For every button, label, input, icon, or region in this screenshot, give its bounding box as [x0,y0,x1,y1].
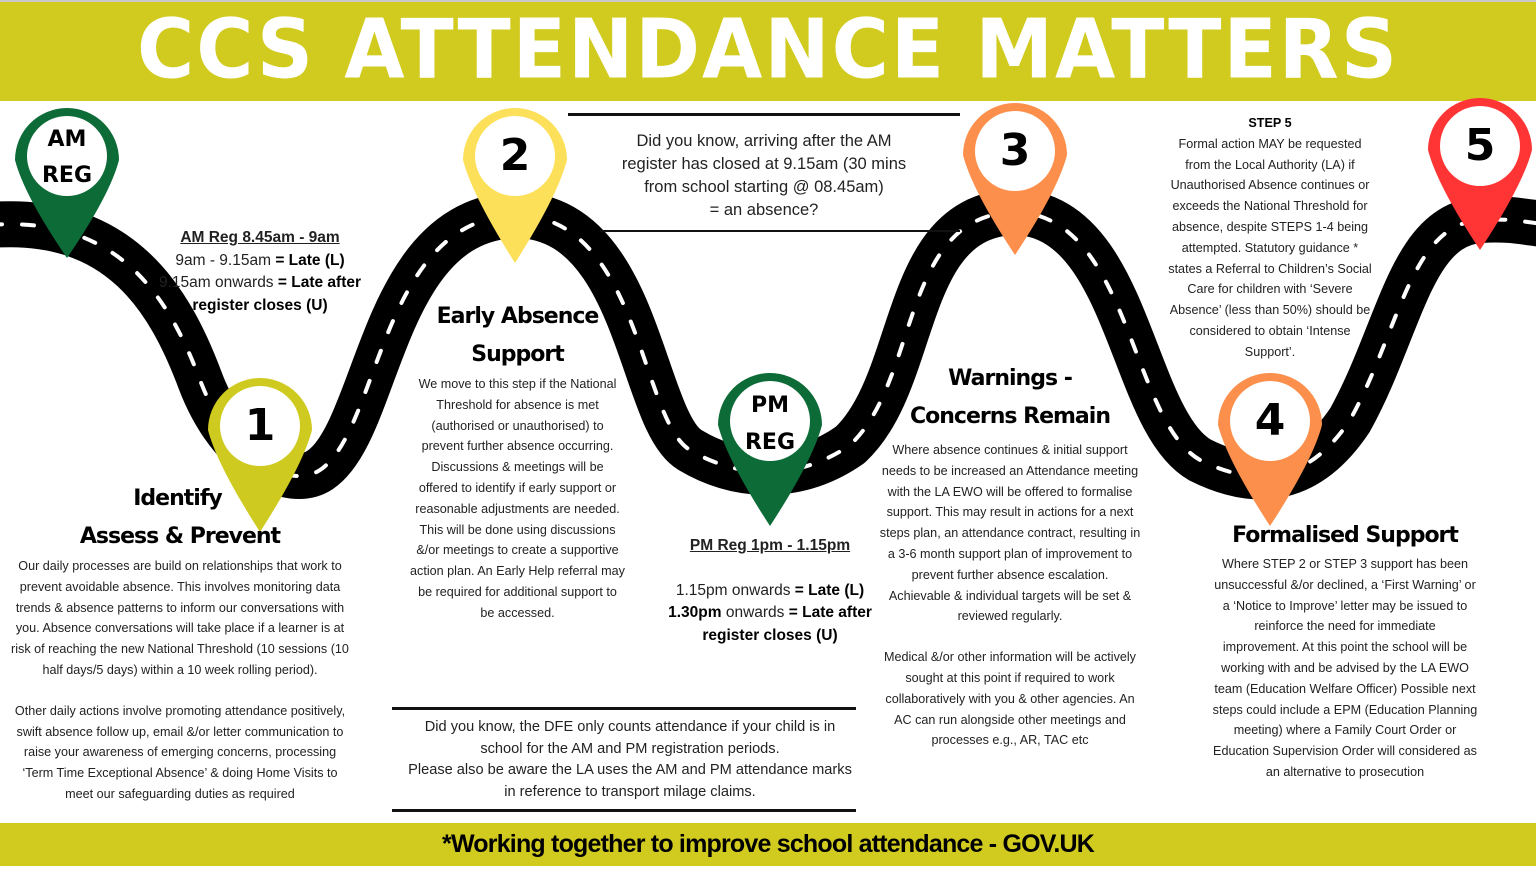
text-line: This will be done using discussions [419,522,616,537]
am-u-time: 9.15am onwards [158,274,274,291]
step2-heading2: Support [471,342,564,367]
text-line: be required for additional support to [418,584,617,599]
text-line: Formal action MAY be requested [1178,136,1362,151]
dyk-bottom-line: in reference to transport milage claims. [504,783,756,800]
text-line: risk of reaching the new National Threshold (10 sessions (10 [11,642,349,657]
did-you-know-top [568,130,960,222]
divider-top-2 [600,230,960,232]
pin-pm-line2: REG [744,430,796,455]
text-line: AC can run alongside other meetings and [894,712,1126,727]
text-line: needs to be increased an Attendance meeting [881,463,1139,478]
step4-section [1195,518,1495,783]
text-line: We move to this step if the National [418,377,617,391]
pin-pm-line1: PM [750,393,790,418]
did-you-know-bottom [385,717,875,803]
am-late-time: 9am - 9.15am [175,251,271,269]
text-line: raise your awareness of emerging concerns, processing [23,745,337,760]
pin-step-4-label: 4 [1254,395,1286,446]
dyk-top-line: Did you know, arriving after the AM [636,132,892,150]
am-u-status-cont: register closes (U) [192,296,328,314]
divider-top-1 [568,113,960,116]
step4-body [1195,554,1495,783]
text-line: half days/5 days) within a 10 week rolling period). [42,662,318,677]
pm-u-onwards: onwards [725,604,785,621]
step1-section [5,480,355,805]
step1-heading2: Assess & Prevent [79,524,281,549]
text-line: Unauthorised Absence continues or [1170,178,1370,193]
pm-late-time: 1.15pm onwards [675,581,791,599]
text-line: meet our safeguarding duties as required [65,786,295,801]
text-line: working with and be advised by the LA EWO [1221,660,1469,675]
text-line: be accessed. [480,605,555,620]
text-line: sought at this point if required to work [905,670,1115,685]
text-line: Achievable & individual targets will be set & [888,588,1132,603]
am-reg-info [130,227,390,317]
text-line: Threshold for absence is met [436,397,599,412]
step2-section [400,298,635,624]
text-line: Where absence continues & initial support [892,443,1128,457]
step2-body [400,374,635,624]
step3-section [865,360,1155,751]
text-line: states a Referral to Children’s Social [1168,261,1372,276]
pin-step-3-label: 3 [999,125,1031,176]
pin-am-reg-label [37,122,97,194]
pm-reg-title: PM Reg 1pm - 1.15pm [689,537,851,554]
text-line: Care for children with ‘Severe [1187,282,1353,297]
pin-step-1-label: 1 [244,400,276,451]
step1-para2 [5,701,355,805]
pin-pm-reg-label [740,387,800,461]
step1-heading1: Identify [133,486,222,511]
step3-heading2: Concerns Remain [910,404,1110,429]
pin-am-line1: AM [47,127,87,152]
dyk-bottom-line: Did you know, the DFE only counts attendance if your child is in [424,719,836,735]
step3-para2 [865,647,1155,751]
text-line: Our daily processes are build on relationships that work to [18,559,342,573]
pm-u-time: 1.30pm [668,604,722,621]
text-line: team (Education Welfare Officer) Possible next [1214,681,1476,696]
text-line: with the LA EWO will be offered to formalise [887,484,1133,499]
text-line: collaboratively with you & other agencies. An [885,691,1135,706]
pm-u-status: = Late after [788,604,872,621]
text-line: an alternative to prosecution [1265,764,1425,779]
text-line: processes e.g., AR, TAC etc [931,733,1089,748]
text-line: steps plan, an attendance contract, resulting in [879,526,1141,541]
step1-para1 [5,556,355,681]
step3-para1 [865,440,1155,627]
am-reg-title: AM Reg 8.45am - 9am [180,229,340,246]
text-line: meeting) where a Family Court Order or [1233,723,1457,738]
text-line: attempted. Statutory guidance * [1181,240,1359,255]
text-line: considered to obtain ‘Intense [1189,323,1351,338]
text-line: prevent further absence escalation. [911,567,1109,582]
text-line: steps could include a EPM (Education Planning [1212,702,1478,717]
text-line: a 3-6 month support plan of improvement to [887,546,1133,561]
step5-heading: STEP 5 [1248,116,1292,130]
text-line: improvement. At this point the school will be [1222,640,1468,655]
pin-step-2-label: 2 [499,130,531,181]
dyk-bottom-line: school for the AM and PM registration periods. [480,740,780,757]
text-line: action plan. An Early Help referral may [410,564,625,579]
text-line: reasonable adjustments are needed. [415,501,620,516]
text-line: Absence’ (less than 50%) should be [1169,303,1371,318]
pm-u-status-cont: register closes (U) [702,626,838,644]
dyk-top-line: = an absence? [709,201,819,219]
pin-step-5-label: 5 [1464,120,1496,171]
divider-bottom-1 [392,707,856,710]
text-line: trends & absence patterns to inform our conversations with [15,600,345,615]
text-line: support. This may result in actions for a next [886,505,1134,520]
step2-heading1: Early Absence [436,304,599,329]
pm-late-status: = Late (L) [794,581,865,599]
pin-am-line2: REG [41,163,93,188]
divider-bottom-2 [392,809,856,812]
text-line: a ‘Notice to Improve’ letter may be issued to [1222,598,1468,613]
am-u-status: = Late after [277,274,362,291]
text-line: unsuccessful &/or declined, a ‘First Warning’ or [1214,577,1476,592]
text-line: ‘Term Time Exceptional Absence’ & doing Home Visits to [22,766,338,781]
dyk-top-line: register has closed at 9.15am (30 mins [621,155,907,173]
text-line: absence, despite STEPS 1-4 being [1171,219,1369,234]
text-line: you. Absence conversations will take place if a learner is at [15,621,345,636]
text-line: swift absence follow up, email &/or letter communication to [16,724,344,739]
pm-reg-info [640,535,900,647]
text-line: reinforce the need for immediate [1254,619,1436,634]
text-line: from the Local Authority (LA) if [1185,157,1355,172]
dyk-top-line: from school starting @ 08.45am) [644,178,884,196]
text-line: &/or meetings to create a supportive [416,543,619,558]
text-line: Medical &/or other information will be actively [884,650,1136,665]
text-line: Discussions & meetings will be [431,460,604,475]
text-line: Where STEP 2 or STEP 3 support has been [1222,557,1468,571]
text-line: prevent avoidable absence. This involves monitoring data [19,579,341,594]
am-late-status: = Late (L) [275,251,345,269]
step5-section [1150,113,1390,363]
text-line: offered to identify if early support or [418,480,617,495]
text-line: Education Supervision Order will considered as [1213,744,1477,759]
text-line: Support’. [1244,344,1296,359]
step5-body [1150,134,1390,363]
text-line: exceeds the National Threshold for [1172,199,1368,214]
text-line: (authorised or unauthorised) to [431,418,604,433]
step4-heading: Formalised Support [1232,523,1458,548]
text-line: reviewed regularly. [957,609,1063,624]
dyk-bottom-line: Please also be aware the LA uses the AM and PM attendance marks [408,762,852,778]
footer-citation-link[interactable]: *Working together to improve school attendance - GOV.UK [442,830,1094,858]
text-line: prevent further absence occurring. [421,439,614,454]
step3-heading1: Warnings - [948,366,1072,391]
page-title: CCS ATTENDANCE MATTERS [136,2,1400,98]
text-line: Other daily actions involve promoting attendance positively, [14,703,346,718]
